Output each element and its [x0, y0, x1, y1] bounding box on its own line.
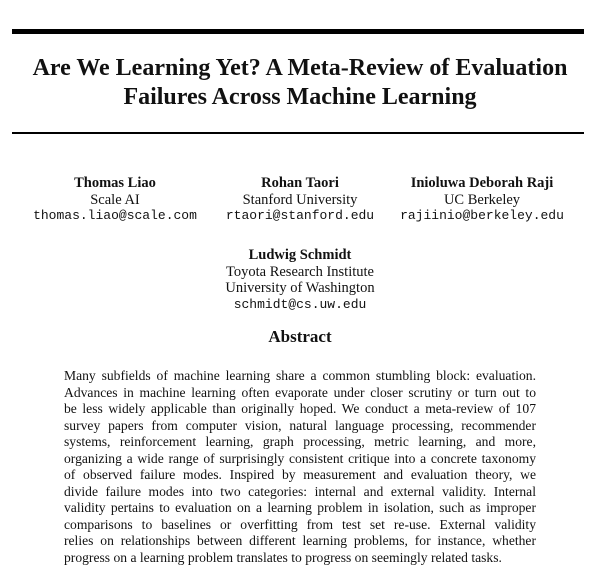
abstract-line: relies on relationships between different learning problems, for instance, whether — [64, 533, 536, 548]
author-name: Rohan Taori — [261, 175, 339, 191]
abstract-line: of observed failure modes. Inspired by measurement and evaluation theory, we — [64, 467, 536, 482]
abstract-line: Many subfields of machine learning share a common stumbling block: evaluation. — [64, 368, 536, 383]
author-block — [200, 247, 400, 313]
title-line: Are We Learning Yet? A Meta-Review of Evaluation — [32, 55, 568, 81]
abstract-body — [64, 368, 536, 566]
author-name: Ludwig Schmidt — [248, 247, 352, 263]
paper-title — [0, 54, 600, 112]
author-affiliation: Scale AI — [90, 191, 140, 208]
abstract-line: validity pertains to evaluation on a learning problem in isolation, such as improper — [64, 500, 536, 515]
abstract-line: be less widely applicable than originally hoped. We conduct a meta-review of 107 — [64, 401, 536, 416]
author-affiliation: University of Washington — [225, 280, 375, 296]
abstract-line: Advances in machine learning often evaporate under closer scrutiny or turn out to — [64, 384, 536, 400]
author-block — [20, 175, 210, 225]
abstract-line: systems, reinforcement learning, graph processing, metric learning, and more, — [64, 434, 536, 449]
author-email: rtaori@stanford.edu — [225, 208, 375, 223]
abstract-line: divide failure modes into two categories: internal and external validity. Internal — [64, 483, 536, 499]
author-block — [387, 175, 577, 225]
author-affiliation: Toyota Research Institute — [226, 263, 374, 280]
abstract-line: survey papers from computer vision, natural language processing, recommender — [64, 417, 536, 433]
abstract-line: organizing a wide range of surprisingly consistent critique into a concrete taxonomy — [64, 450, 536, 466]
author-name: Inioluwa Deborah Raji — [410, 175, 554, 191]
abstract-heading: Abstract — [268, 327, 332, 346]
abstract-line: progress on a learning problem translates to progress on seemingly related tasks. — [64, 549, 502, 565]
title-bottom-rule — [12, 132, 584, 134]
title-line: Failures Across Machine Learning — [123, 84, 477, 110]
author-email: rajiinio@berkeley.edu — [400, 208, 564, 223]
author-block — [200, 175, 400, 225]
author-name: Thomas Liao — [74, 175, 156, 191]
title-top-rule — [12, 29, 584, 34]
author-email: thomas.liao@scale.com — [33, 208, 197, 223]
abstract-line: comparisons to baselines or overfitting from test set re-use. External validity — [64, 516, 536, 532]
author-affiliation: Stanford University — [242, 191, 358, 208]
author-affiliation: UC Berkeley — [443, 191, 521, 208]
author-email: schmidt@cs.uw.edu — [233, 296, 367, 312]
